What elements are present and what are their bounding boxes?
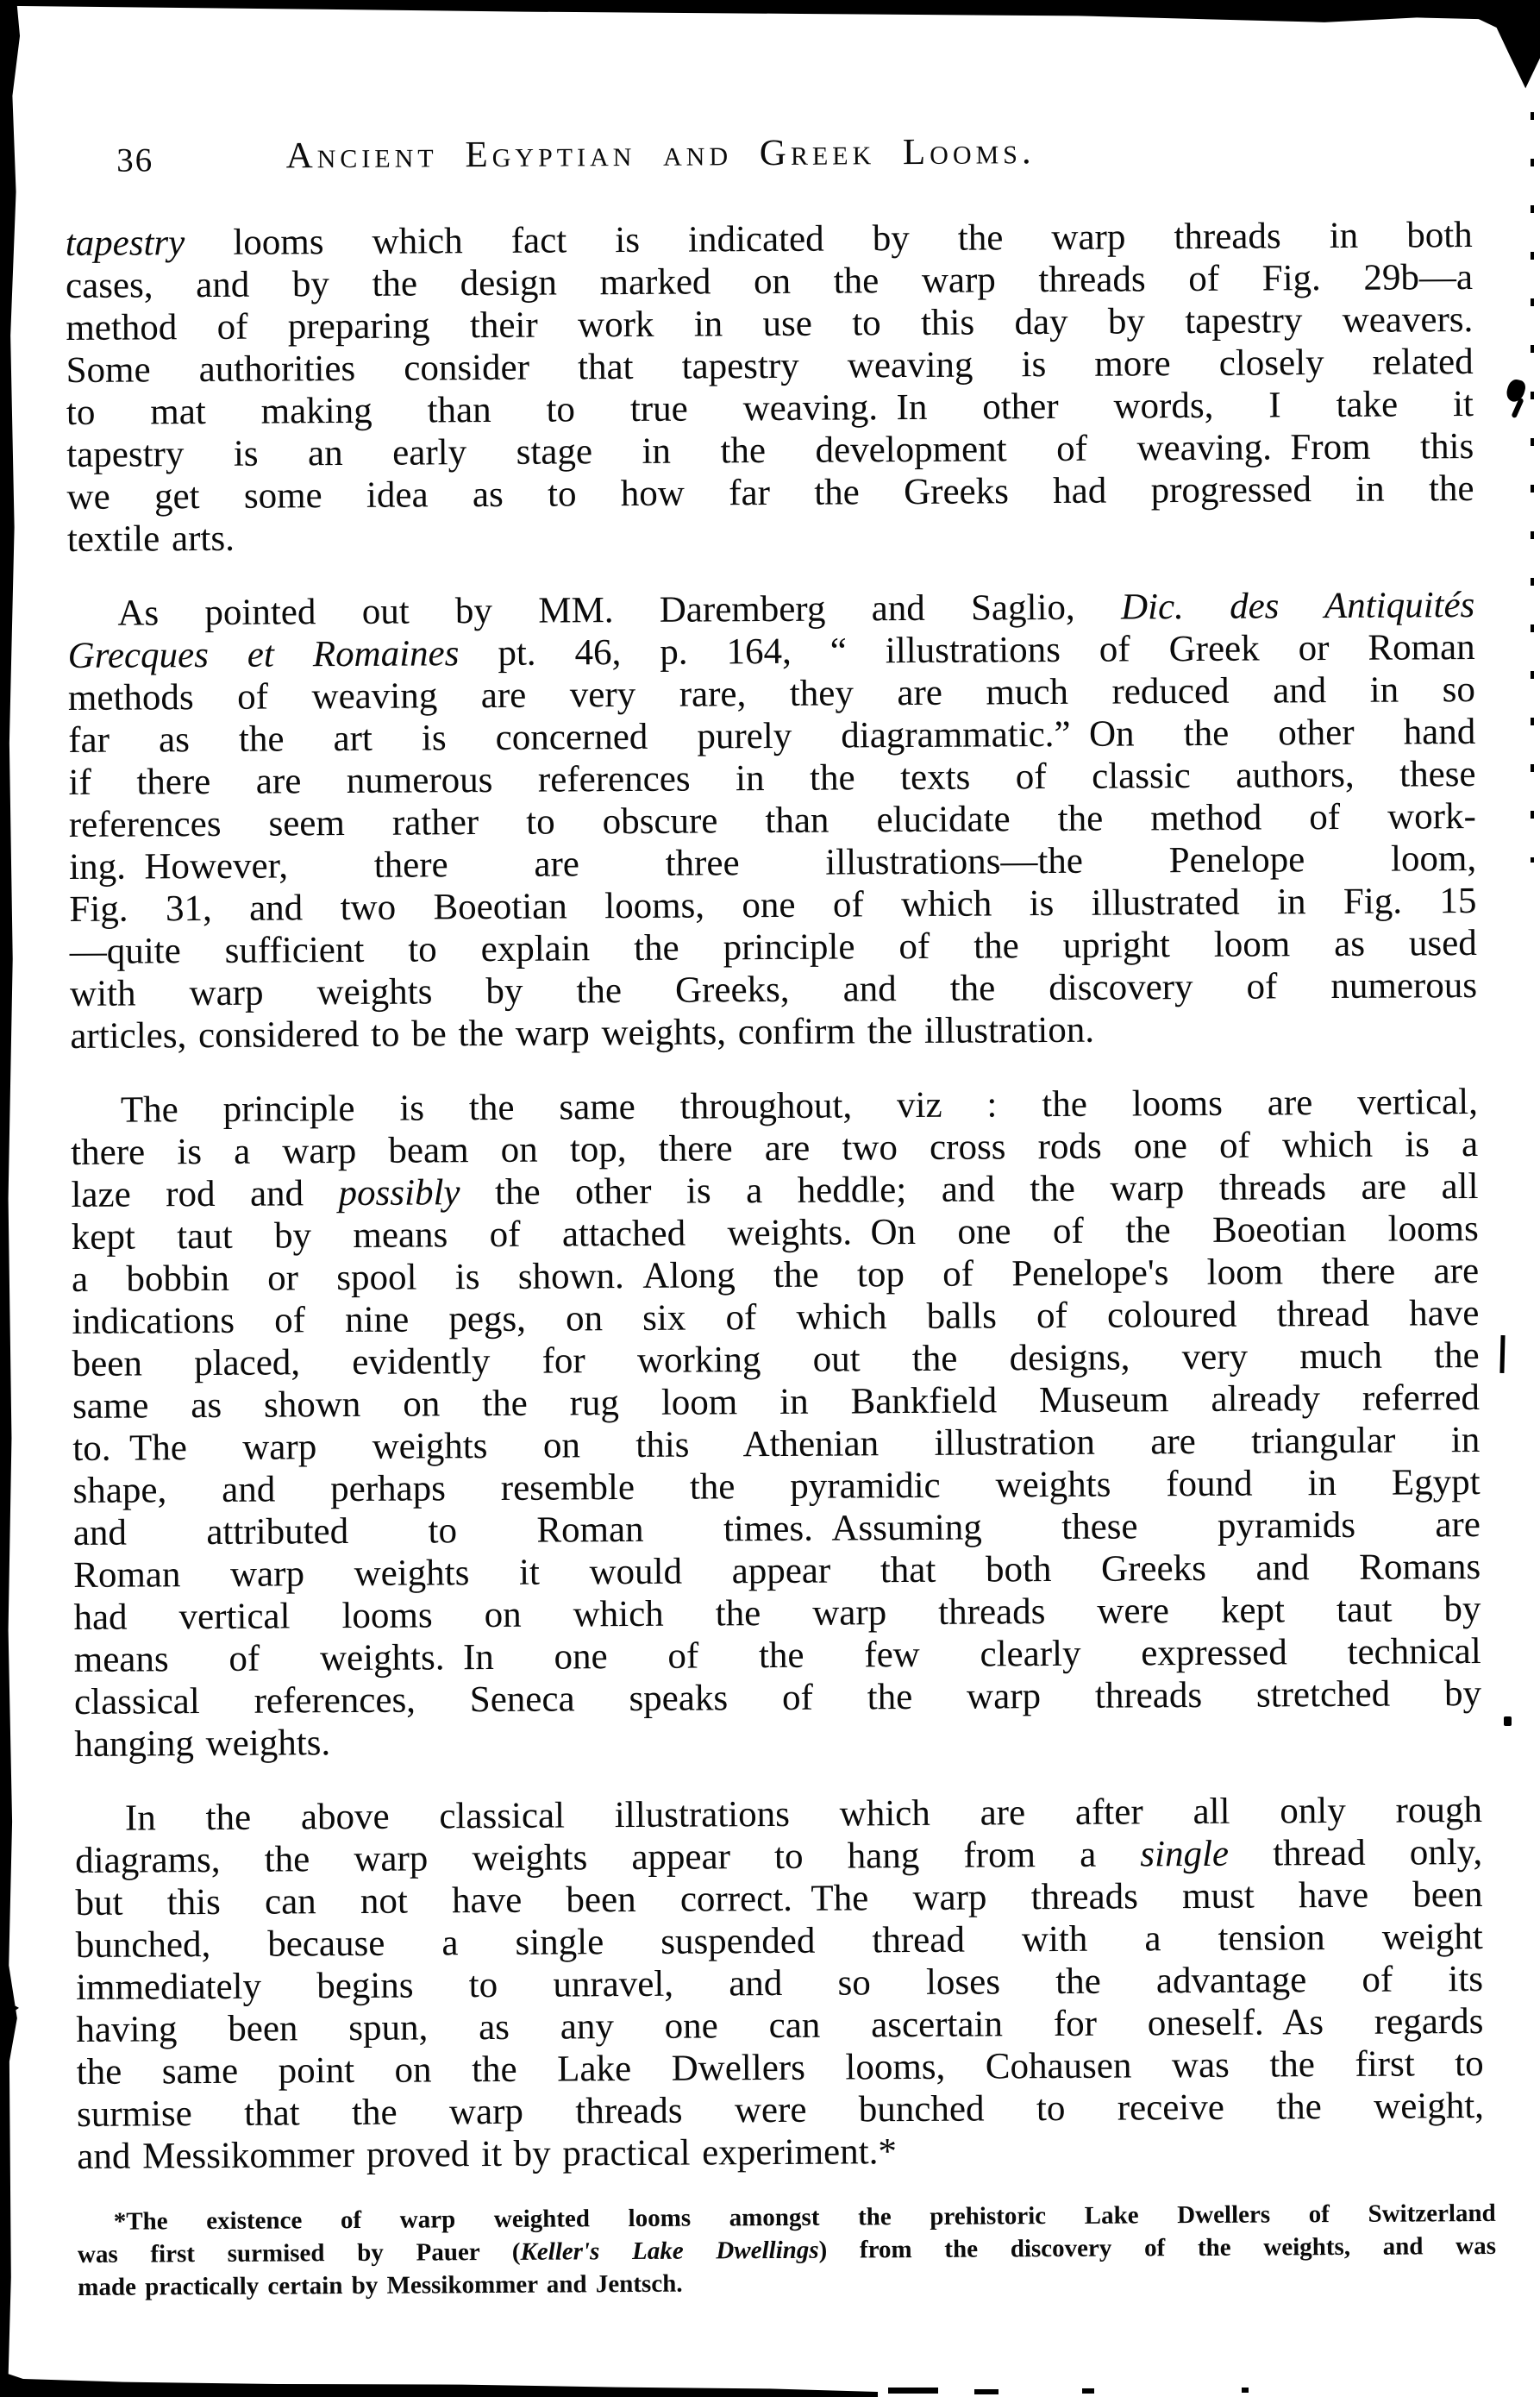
italic-text-segment: possibly: [338, 1172, 460, 1214]
text-segment: diagrams, the warp weights appear to hang from a: [75, 1834, 1141, 1881]
text-segment: classical references, Seneca speaks of the warp threads stretched by: [73, 1672, 1482, 1722]
text-segment: textile arts.: [66, 518, 235, 560]
text-segment: was first surmised by Pauer (: [77, 2237, 521, 2268]
text-line: [70, 1007, 1477, 1057]
scan-artifact-dash: [888, 2388, 938, 2394]
text-segment: to. The warp weights on this Athenian illustration are triangular in: [72, 1420, 1481, 1469]
text-segment: —quite sufficient to explain the principle of the upright loom as used: [69, 923, 1477, 972]
text-line: [77, 2127, 1484, 2178]
text-segment: ing. However, there are three illustrations—the Penelope loom,: [69, 838, 1477, 888]
text-segment: thread only,: [1228, 1831, 1483, 1874]
text-segment: Some authorities consider that tapestry weaving is more closely related: [66, 342, 1474, 391]
text-segment: surmise that the warp threads were bunched to receive the weight,: [76, 2085, 1485, 2135]
text-line: [66, 467, 1474, 518]
italic-text-segment: tapestry: [65, 223, 185, 264]
margin-dot-mark: [1504, 1716, 1512, 1726]
text-segment: the other is a heddle; and the warp threads are all: [460, 1166, 1479, 1214]
paragraph: [66, 214, 1474, 561]
scan-artifact-dash: [1082, 2388, 1094, 2394]
ink-blot-mark: [1505, 378, 1527, 404]
text-segment: but this can not have been correct. The warp threads must have been: [75, 1873, 1483, 1923]
text-segment: Roman warp weights it would appear that both Greeks and Romans: [73, 1547, 1481, 1596]
text-segment: immediately begins to unravel, and so loses the advantage of its: [75, 1958, 1484, 2008]
paragraph: [75, 1789, 1485, 2178]
margin-tick-mark: [1499, 1335, 1505, 1373]
text-segment: As pointed out by MM. Daremberg and Saglio,: [117, 587, 1122, 634]
text-segment: The principle is the same throughout, viz : the looms are vertical,: [120, 1082, 1479, 1131]
text-segment: if there are numerous references in the texts of classic authors, these: [68, 754, 1476, 803]
text-segment: articles, considered to be the warp weights, confirm the illustration.: [70, 1009, 1095, 1057]
text-segment: laze rod and: [71, 1173, 339, 1215]
text-segment: we get some idea as to how far the Greeks had progressed in the: [66, 468, 1474, 518]
text-line: [74, 1715, 1481, 1766]
text-segment: *The existence of warp weighted looms amongst the prehistoric Lake Dwellers of Switzerland: [113, 2199, 1496, 2236]
scan-artifact-top-right-corner: [1468, 0, 1540, 138]
text-segment: method of preparing their work in use to this day by tapestry weavers.: [66, 299, 1474, 348]
text-segment: to mat making than to true weaving. In other words, I take it: [66, 384, 1474, 433]
text-segment: looms which fact is indicated by the warp threads in both: [185, 215, 1473, 264]
scan-artifact-left-edge: [0, 0, 28, 2397]
text-segment: cases, and by the design marked on the warp threads of Fig. 29b—a: [65, 257, 1474, 306]
text-line: [67, 510, 1474, 561]
scan-artifact-top-edge: [0, 0, 1540, 29]
scan-artifact-dot: [1242, 2388, 1249, 2393]
text-segment: there is a warp beam on top, there are two cross rods one of which is a: [71, 1124, 1479, 1173]
scan-artifact-speckles: [1531, 112, 1534, 863]
paragraph: [67, 584, 1477, 1057]
text-segment: tapestry is an early stage in the development of weaving. From this: [66, 426, 1474, 475]
paragraph: [71, 1081, 1482, 1766]
text-segment: far as the art is concerned purely diagrammatic.” On the other hand: [68, 712, 1476, 761]
page-content: [65, 128, 1497, 2304]
text-segment: methods of weaving are very rare, they are much reduced and in so: [67, 669, 1476, 718]
text-segment: hanging weights.: [74, 1722, 331, 1765]
text-segment: same as shown on the rug loom in Bankfield Museum already referred: [72, 1377, 1481, 1427]
text-segment: Fig. 31, and two Boeotian looms, one of which is illustrated in Fig. 15: [69, 881, 1477, 930]
text-segment: shape, and perhaps resemble the pyramidic weights found in Egypt: [72, 1462, 1481, 1511]
text-segment: kept taut by means of attached weights. On one of the Boeotian looms: [71, 1208, 1479, 1258]
body-text: [66, 214, 1485, 2178]
text-segment: the same point on the Lake Dwellers looms, Cohausen was the first to: [76, 2042, 1484, 2093]
page-header: [65, 128, 1472, 185]
italic-text-segment: Grecques et Romaines: [67, 633, 460, 676]
text-segment: references seem rather to obscure than elucidate the method of work-: [68, 796, 1476, 845]
text-segment: pt. 46, p. 164, “ illustrations of Greek or Roman: [459, 627, 1475, 675]
text-segment: having been spun, as any one can ascertain for oneself. As regards: [76, 2000, 1484, 2050]
italic-text-segment: single: [1140, 1833, 1230, 1875]
text-segment: ) from the discovery of the weights, and was: [818, 2231, 1497, 2264]
scan-artifact-bottom-edge: [0, 2371, 1540, 2397]
text-segment: had vertical looms on which the warp threads were kept taut by: [73, 1588, 1481, 1638]
text-line: [70, 964, 1477, 1015]
text-segment: indications of nine pegs, on six of which balls of coloured thread have: [72, 1293, 1480, 1342]
page-number: 36: [116, 141, 154, 179]
text-segment: made practically certain by Messikommer and Jentsch.: [78, 2269, 683, 2301]
page-title: Ancient Egyptian and Greek Looms.: [285, 131, 1036, 177]
footnote: [78, 2197, 1497, 2304]
text-segment: and Messikommer proved it by practical experiment.*: [77, 2131, 898, 2177]
text-segment: been placed, evidently for working out the designs, very much the: [72, 1335, 1480, 1384]
italic-text-segment: Dic. des Antiquités: [1120, 585, 1475, 628]
text-segment: bunched, because a single suspended thread with a tension weight: [75, 1916, 1483, 1966]
scan-artifact-dash: [974, 2389, 998, 2394]
text-segment: and attributed to Roman times. Assuming these pyramids are: [72, 1504, 1481, 1553]
text-segment: In the above classical illustrations which are after all only rough: [124, 1789, 1483, 1839]
text-line: [74, 1672, 1481, 1723]
text-segment: with warp weights by the Greeks, and the discovery of numerous: [69, 965, 1478, 1014]
text-line: [77, 2085, 1484, 2136]
text-segment: means of weights. In one of the few clearly expressed technical: [73, 1630, 1481, 1680]
text-segment: a bobbin or spool is shown. Along the top of Penelope's loom there are: [71, 1251, 1480, 1300]
italic-text-segment: Keller's Lake Dwellings: [520, 2236, 819, 2266]
